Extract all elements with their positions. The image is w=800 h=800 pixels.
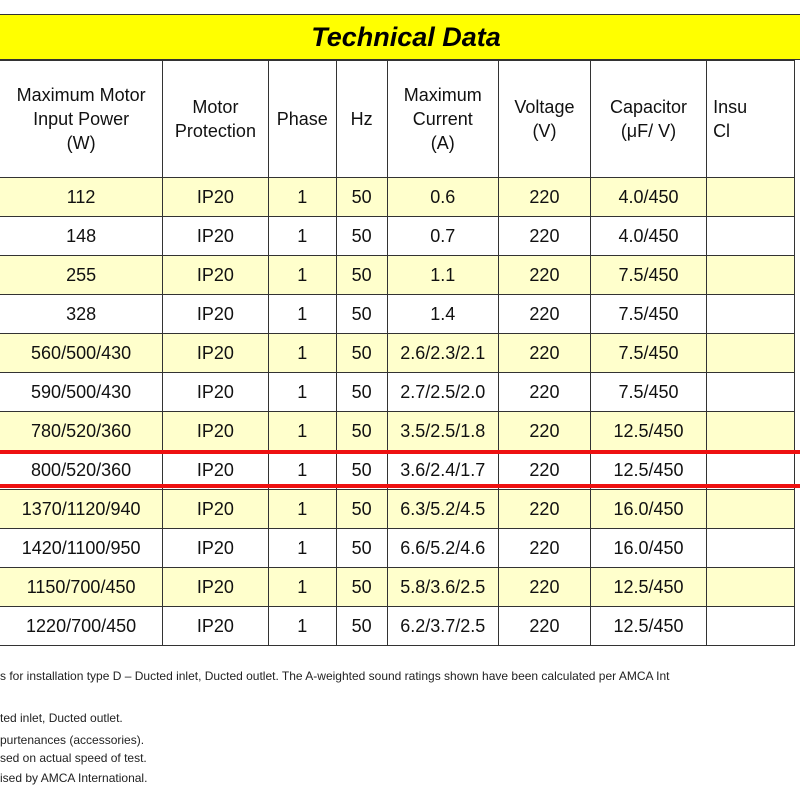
- cell-input-power: 800/520/360: [0, 451, 163, 490]
- cell-voltage: 220: [498, 295, 590, 334]
- cell-voltage: 220: [498, 334, 590, 373]
- cell-voltage: 220: [498, 373, 590, 412]
- cell-max-current: 6.2/3.7/2.5: [387, 607, 498, 646]
- cell-insulation-class: [707, 490, 795, 529]
- table-row: [0, 490, 795, 529]
- highlight-line-top: [0, 450, 800, 454]
- cell-phase: 1: [268, 451, 336, 490]
- cell-input-power: 255: [0, 256, 163, 295]
- cell-voltage: 220: [498, 217, 590, 256]
- cell-insulation-class: [707, 217, 795, 256]
- cell-phase: 1: [268, 568, 336, 607]
- cell-hz: 50: [336, 373, 387, 412]
- cell-capacitor: 16.0/450: [590, 490, 706, 529]
- cell-phase: 1: [268, 295, 336, 334]
- cell-max-current: 3.6/2.4/1.7: [387, 451, 498, 490]
- table-row: [0, 178, 795, 217]
- cell-motor-protection: IP20: [163, 295, 269, 334]
- cell-phase: 1: [268, 217, 336, 256]
- cell-capacitor: 7.5/450: [590, 334, 706, 373]
- header-capacitor: Capacitor (μF/ V): [590, 61, 706, 178]
- cell-phase: 1: [268, 178, 336, 217]
- cell-insulation-class: [707, 568, 795, 607]
- cell-phase: 1: [268, 607, 336, 646]
- cell-hz: 50: [336, 607, 387, 646]
- cell-motor-protection: IP20: [163, 334, 269, 373]
- cell-input-power: 1150/700/450: [0, 568, 163, 607]
- cell-hz: 50: [336, 256, 387, 295]
- header-phase: Phase: [268, 61, 336, 178]
- cell-insulation-class: [707, 256, 795, 295]
- cell-hz: 50: [336, 217, 387, 256]
- cell-capacitor: 16.0/450: [590, 529, 706, 568]
- table-row: [0, 295, 795, 334]
- table-row: [0, 568, 795, 607]
- cell-max-current: 1.1: [387, 256, 498, 295]
- cell-motor-protection: IP20: [163, 217, 269, 256]
- cell-max-current: 6.6/5.2/4.6: [387, 529, 498, 568]
- cell-capacitor: 12.5/450: [590, 412, 706, 451]
- cell-phase: 1: [268, 256, 336, 295]
- table-row: [0, 334, 795, 373]
- cell-hz: 50: [336, 451, 387, 490]
- cell-max-current: 1.4: [387, 295, 498, 334]
- table-row: [0, 217, 795, 256]
- cell-input-power: 148: [0, 217, 163, 256]
- header-max-current: Maximum Current (A): [387, 61, 498, 178]
- cell-capacitor: 4.0/450: [590, 178, 706, 217]
- cell-motor-protection: IP20: [163, 451, 269, 490]
- cell-hz: 50: [336, 295, 387, 334]
- note-line: ised by AMCA International.: [0, 771, 148, 785]
- table-row: [0, 256, 795, 295]
- cell-max-current: 5.8/3.6/2.5: [387, 568, 498, 607]
- cell-phase: 1: [268, 334, 336, 373]
- cell-motor-protection: IP20: [163, 607, 269, 646]
- cell-hz: 50: [336, 568, 387, 607]
- title-bar: [0, 14, 800, 60]
- cell-phase: 1: [268, 373, 336, 412]
- note-line: ted inlet, Ducted outlet.: [0, 711, 123, 725]
- cell-input-power: 112: [0, 178, 163, 217]
- cell-hz: 50: [336, 490, 387, 529]
- cell-hz: 50: [336, 334, 387, 373]
- cell-motor-protection: IP20: [163, 412, 269, 451]
- cell-motor-protection: IP20: [163, 529, 269, 568]
- cell-input-power: 780/520/360: [0, 412, 163, 451]
- cell-voltage: 220: [498, 490, 590, 529]
- cell-insulation-class: [707, 295, 795, 334]
- cell-voltage: 220: [498, 412, 590, 451]
- cell-motor-protection: IP20: [163, 490, 269, 529]
- note-line: s for installation type D – Ducted inlet, Ducted outlet. The A-weighted sound ratings shown have been calculated per AMCA Int: [0, 669, 670, 683]
- header-insulation-class: Insu Cl: [707, 61, 795, 178]
- cell-insulation-class: [707, 373, 795, 412]
- cell-phase: 1: [268, 529, 336, 568]
- note-line: purtenances (accessories).: [0, 733, 145, 747]
- header-input-power: Maximum Motor Input Power (W): [0, 61, 163, 178]
- cell-voltage: 220: [498, 568, 590, 607]
- cell-input-power: 560/500/430: [0, 334, 163, 373]
- cell-voltage: 220: [498, 529, 590, 568]
- highlight-line-bottom: [0, 484, 800, 488]
- cell-insulation-class: [707, 607, 795, 646]
- cell-phase: 1: [268, 412, 336, 451]
- cell-voltage: 220: [498, 178, 590, 217]
- cell-input-power: 1420/1100/950: [0, 529, 163, 568]
- cell-input-power: 328: [0, 295, 163, 334]
- cell-voltage: 220: [498, 607, 590, 646]
- table-row: [0, 529, 795, 568]
- cell-capacitor: 7.5/450: [590, 295, 706, 334]
- cell-max-current: 0.7: [387, 217, 498, 256]
- cell-motor-protection: IP20: [163, 373, 269, 412]
- cell-hz: 50: [336, 529, 387, 568]
- cell-phase: 1: [268, 490, 336, 529]
- cell-input-power: 1370/1120/940: [0, 490, 163, 529]
- cell-hz: 50: [336, 412, 387, 451]
- cell-capacitor: 7.5/450: [590, 256, 706, 295]
- header-voltage: Voltage (V): [498, 61, 590, 178]
- cell-capacitor: 12.5/450: [590, 451, 706, 490]
- cell-capacitor: 12.5/450: [590, 568, 706, 607]
- cell-capacitor: 4.0/450: [590, 217, 706, 256]
- cell-max-current: 6.3/5.2/4.5: [387, 490, 498, 529]
- cell-max-current: 0.6: [387, 178, 498, 217]
- table-header-row: [0, 61, 795, 178]
- cell-voltage: 220: [498, 451, 590, 490]
- cell-hz: 50: [336, 178, 387, 217]
- cell-max-current: 3.5/2.5/1.8: [387, 412, 498, 451]
- technical-data-table-wrap: [0, 60, 800, 648]
- cell-motor-protection: IP20: [163, 256, 269, 295]
- header-hz: Hz: [336, 61, 387, 178]
- cell-insulation-class: [707, 334, 795, 373]
- cell-max-current: 2.6/2.3/2.1: [387, 334, 498, 373]
- cell-motor-protection: IP20: [163, 568, 269, 607]
- cell-input-power: 590/500/430: [0, 373, 163, 412]
- cell-motor-protection: IP20: [163, 178, 269, 217]
- technical-data-table: [0, 60, 795, 646]
- header-motor-protection: Motor Protection: [163, 61, 269, 178]
- cell-insulation-class: [707, 529, 795, 568]
- cell-capacitor: 12.5/450: [590, 607, 706, 646]
- cell-insulation-class: [707, 178, 795, 217]
- note-line: sed on actual speed of test.: [0, 751, 147, 765]
- cell-capacitor: 7.5/450: [590, 373, 706, 412]
- page-title: Technical Data: [311, 21, 501, 52]
- cell-voltage: 220: [498, 256, 590, 295]
- cell-insulation-class: [707, 412, 795, 451]
- cell-max-current: 2.7/2.5/2.0: [387, 373, 498, 412]
- table-row: [0, 412, 795, 451]
- cell-input-power: 1220/700/450: [0, 607, 163, 646]
- table-row: [0, 373, 795, 412]
- table-row: [0, 607, 795, 646]
